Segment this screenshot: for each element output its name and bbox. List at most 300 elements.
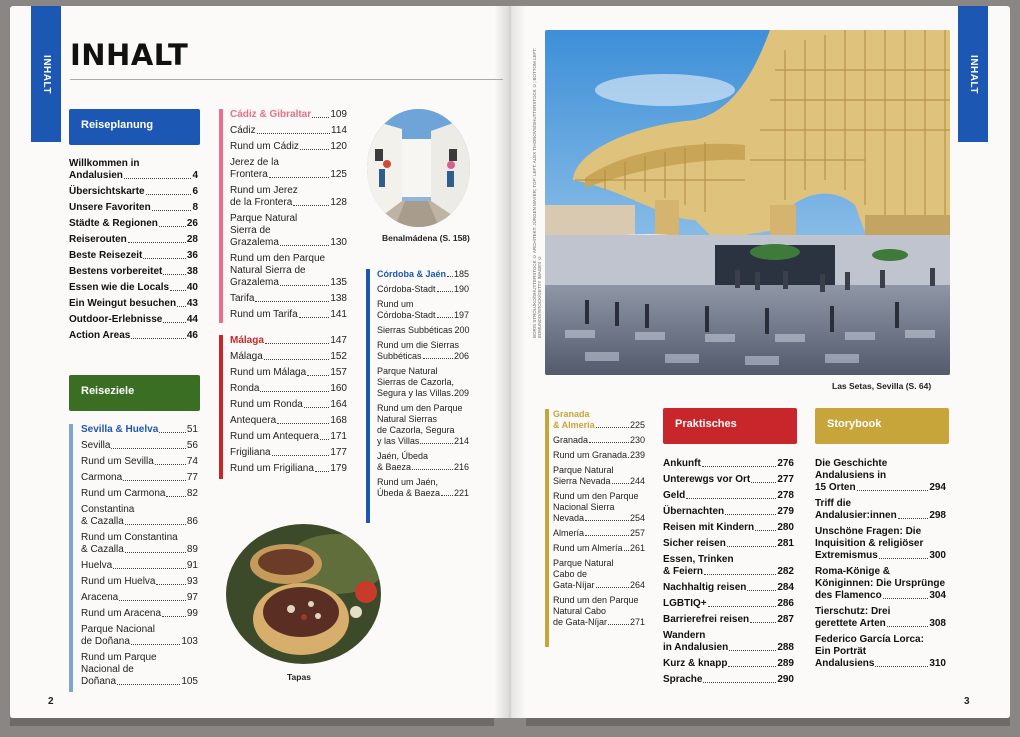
toc-entry-line <box>81 576 198 588</box>
toc-entry-line <box>553 595 645 606</box>
toc-page-number: 279 <box>777 506 794 517</box>
toc-page-number: 138 <box>330 293 347 304</box>
toc-entry-line <box>815 618 946 630</box>
toc-entry-line <box>230 367 347 379</box>
toc-entry-label: Rund um Málaga <box>230 367 307 378</box>
toc-entry-line <box>553 435 645 446</box>
toc-page-number: 4 <box>192 170 198 181</box>
toc-entry-line <box>663 630 794 642</box>
toc-entry <box>553 450 645 461</box>
toc-entry-label: Rund um Constantina <box>81 532 178 543</box>
toc-entry-label: Rund um den Parque <box>230 253 326 264</box>
benalmadena-caption: Benalmádena (S. 158) <box>382 233 470 243</box>
toc-entry-line <box>815 578 946 590</box>
toc-entry-line <box>81 516 198 528</box>
toc-page-number: 254 <box>629 513 645 523</box>
toc-entry-label: Übersichtskarte <box>69 186 145 197</box>
cadiz-section-title <box>230 109 347 121</box>
practical-heading: Praktisches <box>663 408 797 444</box>
leader-dots <box>304 407 329 408</box>
leader-dots <box>125 524 186 525</box>
title-rule <box>70 79 503 80</box>
toc-entry-label: gerettete Arten <box>815 618 886 629</box>
section-title-line <box>81 424 198 436</box>
book-edge-left <box>10 718 494 726</box>
toc-page-number: 109 <box>330 109 347 120</box>
toc-entry-line <box>81 456 198 468</box>
toc-entry-label: Andalusiens <box>815 658 875 669</box>
toc-entry-line <box>377 436 469 447</box>
toc-entry <box>230 293 347 305</box>
storybook-list <box>815 458 946 674</box>
leader-dots <box>751 482 776 483</box>
toc-entry <box>69 330 198 342</box>
toc-entry-label: Rund um Sevilla <box>81 456 154 467</box>
leader-dots <box>887 626 929 627</box>
toc-entry <box>69 218 198 230</box>
toc-entry-line <box>230 197 347 209</box>
leader-dots <box>119 600 186 601</box>
toc-entry-label: Ankunft <box>663 458 701 469</box>
toc-page-number: 300 <box>929 550 946 561</box>
section-title-label: Córdoba & Jaén <box>377 269 447 279</box>
toc-entry-line <box>553 558 645 569</box>
toc-page-number: 44 <box>186 314 198 325</box>
toc-entry-label: Unsere Favoriten <box>69 202 151 213</box>
leader-dots <box>162 616 186 617</box>
toc-entry-label: Rund um Carmona <box>81 488 166 499</box>
toc-entry-line <box>230 213 347 225</box>
toc-entry-line <box>663 522 794 534</box>
toc-entry-line <box>230 265 347 277</box>
toc-entry-line <box>81 440 198 452</box>
toc-entry-label: Essen, Trinken <box>663 554 734 565</box>
toc-entry <box>230 415 347 427</box>
toc-entry <box>69 158 198 182</box>
toc-entry <box>815 526 946 562</box>
toc-entry-line <box>230 351 347 363</box>
toc-page-number: 114 <box>331 125 347 136</box>
leader-dots <box>113 568 186 569</box>
leader-dots <box>608 624 629 625</box>
section-title-label: Málaga <box>230 335 264 346</box>
toc-entry-label: de Cazorla, Segura <box>377 425 455 435</box>
toc-page-number: 209 <box>453 388 469 398</box>
toc-page-number: 105 <box>181 676 198 687</box>
toc-entry-line <box>377 351 469 362</box>
toc-entry-line <box>377 477 469 488</box>
toc-entry-label: Sierra Nevada <box>553 476 611 486</box>
toc-page-number: 77 <box>186 472 198 483</box>
toc-entry-label: Córdoba-Stadt <box>377 284 436 294</box>
leader-dots <box>131 338 186 339</box>
leader-dots <box>585 535 629 536</box>
toc-entry-label: Nacional de <box>81 664 134 675</box>
toc-entry-line <box>663 538 794 550</box>
toc-entry-label: Córdoba-Stadt <box>377 310 436 320</box>
toc-page-number: 216 <box>453 462 469 472</box>
toc-entry-label: Natural Sierra de <box>230 265 306 276</box>
toc-entry <box>377 451 469 473</box>
leader-dots <box>628 457 629 458</box>
toc-entry-label: in Andalusien <box>663 642 729 653</box>
toc-entry-label: Sierras Subbéticas <box>377 325 453 335</box>
toc-entry-label: Frigiliana <box>230 447 271 458</box>
toc-entry <box>663 506 794 518</box>
leader-dots <box>875 666 928 667</box>
toc-page-number: 40 <box>186 282 198 293</box>
toc-page-number: 97 <box>186 592 198 603</box>
toc-entry-line <box>377 340 469 351</box>
toc-entry-label: Tarifa <box>230 293 255 304</box>
toc-entry <box>230 447 347 459</box>
toc-page-number: 281 <box>777 538 794 549</box>
toc-entry <box>69 202 198 214</box>
toc-entry-line <box>81 636 198 648</box>
leader-dots <box>260 391 329 392</box>
leader-dots <box>755 530 776 531</box>
leader-dots <box>293 205 329 206</box>
toc-entry-line <box>663 474 794 486</box>
toc-entry-line <box>230 237 347 249</box>
toc-entry-line <box>230 185 347 197</box>
toc-entry-label: Königinnen: Die Ursprünge <box>815 578 945 589</box>
toc-entry-label: Sicher reisen <box>663 538 726 549</box>
toc-entry-label: Rund um Almería <box>553 543 623 553</box>
toc-entry <box>230 351 347 363</box>
leader-dots <box>703 682 776 683</box>
toc-entry <box>553 595 645 628</box>
section-title-label: Cádiz & Gibraltar <box>230 109 312 120</box>
toc-entry-label: Rund um die Sierras <box>377 340 460 350</box>
toc-entry-line <box>815 482 946 494</box>
toc-entry-line <box>230 277 347 289</box>
leader-dots <box>728 666 776 667</box>
toc-entry-label: Action Areas <box>69 330 131 341</box>
right-section-tab: INHALT <box>958 6 988 142</box>
toc-entry-label: des Flamenco <box>815 590 882 601</box>
toc-entry-label: Aracena <box>81 592 119 603</box>
toc-entry-label: Barrierefrei reisen <box>663 614 750 625</box>
toc-page-number: 28 <box>186 234 198 245</box>
section-title-line <box>553 420 645 431</box>
toc-entry-line <box>81 664 198 676</box>
toc-page-number: 152 <box>330 351 347 362</box>
toc-entry <box>230 185 347 209</box>
toc-entry-label: Parque Nacional <box>81 624 155 635</box>
toc-entry-label: Ronda <box>230 383 260 394</box>
toc-entry-line <box>553 491 645 502</box>
toc-entry-label: Málaga <box>230 351 263 362</box>
toc-page-number: 239 <box>629 450 645 460</box>
toc-entry-line <box>553 450 645 461</box>
leader-dots <box>159 226 186 227</box>
toc-entry-line <box>815 458 946 470</box>
section-title-line <box>377 269 469 280</box>
toc-entry-line <box>230 431 347 443</box>
toc-page-number: 288 <box>777 642 794 653</box>
toc-entry-line <box>815 550 946 562</box>
toc-entry <box>230 157 347 181</box>
cordoba-bar <box>366 269 370 523</box>
toc-entry-line <box>377 462 469 473</box>
toc-entry-label: Parque Natural <box>553 558 614 568</box>
toc-entry-line <box>553 528 645 539</box>
toc-entry-line <box>377 425 469 436</box>
toc-entry-label: Geld <box>663 490 686 501</box>
leader-dots <box>423 358 453 359</box>
toc-entry <box>377 284 469 295</box>
toc-entry-line <box>377 299 469 310</box>
leader-dots <box>280 285 329 286</box>
toc-page-number: 120 <box>330 141 347 152</box>
toc-entry-label: Subbéticas <box>377 351 422 361</box>
leader-dots <box>750 622 776 623</box>
toc-page-number: 257 <box>629 528 645 538</box>
toc-page-number: 157 <box>330 367 347 378</box>
toc-entry-line <box>81 472 198 484</box>
toc-entry-label: Rund um Antequera <box>230 431 319 442</box>
toc-entry-line <box>69 170 198 182</box>
toc-page-number: 206 <box>453 351 469 361</box>
toc-entry-line <box>815 526 946 538</box>
toc-entry-label: Willkommen in <box>69 158 140 169</box>
toc-page-number: 46 <box>186 330 198 341</box>
toc-entry-label: Úbeda & Baeza <box>377 488 441 498</box>
toc-page-number: 310 <box>929 658 946 669</box>
toc-entry-line <box>815 590 946 602</box>
toc-page-number: 125 <box>330 169 347 180</box>
toc-entry-label: Grazalema <box>230 277 279 288</box>
section-title-line <box>230 109 347 121</box>
toc-entry <box>81 488 198 500</box>
page-title: INHALT <box>70 38 189 72</box>
toc-entry-label: & Cazalla <box>81 516 124 527</box>
leader-dots <box>624 550 629 551</box>
toc-entry <box>69 266 198 278</box>
toc-entry-label: Rund um Frigiliana <box>230 463 314 474</box>
leader-dots <box>420 443 453 444</box>
toc-entry-label: & Baeza <box>377 462 412 472</box>
leader-dots <box>883 598 929 599</box>
toc-page-number: 290 <box>777 674 794 685</box>
toc-page-number: 135 <box>330 277 347 288</box>
toc-entry-line <box>377 388 469 399</box>
toc-page-number: 6 <box>192 186 198 197</box>
toc-entry-line <box>377 366 469 377</box>
toc-entry <box>230 463 347 475</box>
toc-entry-label: Ein Weingut besuchen <box>69 298 177 309</box>
toc-entry-label: Rund um Aracena <box>81 608 162 619</box>
toc-page-number: 91 <box>186 560 198 571</box>
toc-entry <box>663 630 794 654</box>
toc-entry-label: Rund um den Parque <box>377 403 463 413</box>
toc-entry-label: Nevada <box>553 513 585 523</box>
leader-dots <box>729 650 776 651</box>
toc-entry-line <box>230 447 347 459</box>
granada-section-title <box>553 409 645 431</box>
toc-entry-line <box>663 674 794 686</box>
toc-entry <box>81 440 198 452</box>
toc-entry-label: Cádiz <box>230 125 256 136</box>
page-number-right: 3 <box>964 696 970 707</box>
toc-entry-line <box>553 465 645 476</box>
leader-dots <box>170 290 186 291</box>
toc-entry-line <box>377 377 469 388</box>
benalmadena-street-illustration <box>367 109 470 227</box>
toc-page-number: 86 <box>186 516 198 527</box>
leader-dots <box>163 322 186 323</box>
toc-entry-line <box>815 646 946 658</box>
toc-entry-label: Essen wie die Locals <box>69 282 170 293</box>
leader-dots <box>452 395 453 396</box>
toc-entry <box>663 598 794 610</box>
toc-entry-label: Kurz & knapp <box>663 658 728 669</box>
toc-entry <box>81 456 198 468</box>
toc-entry-label: Natural Sierras <box>377 414 438 424</box>
granada-list <box>553 409 645 632</box>
book-edge-right <box>526 718 1010 726</box>
sevilla-list <box>81 424 198 692</box>
toc-page-number: 103 <box>181 636 198 647</box>
leader-dots <box>704 574 776 575</box>
toc-entry-line <box>377 403 469 414</box>
toc-page-number: 177 <box>330 447 347 458</box>
toc-page-number: 278 <box>777 490 794 501</box>
toc-entry-label: & Feiern <box>663 566 704 577</box>
toc-entry <box>377 477 469 499</box>
storybook-heading: Storybook <box>815 408 949 444</box>
toc-entry-label: Sierras de Cazorla, <box>377 377 455 387</box>
toc-entry-label: Rund um Ronda <box>230 399 303 410</box>
toc-entry <box>69 298 198 310</box>
toc-page-number: 276 <box>777 458 794 469</box>
toc-entry <box>81 576 198 588</box>
toc-entry <box>815 634 946 670</box>
toc-entry-label: Extremismus <box>815 550 878 561</box>
practical-list <box>663 458 794 690</box>
leader-dots <box>264 359 330 360</box>
leader-dots <box>412 469 453 470</box>
toc-entry-line <box>553 502 645 513</box>
toc-entry-label: Frontera <box>230 169 268 180</box>
leader-dots <box>596 427 629 428</box>
toc-entry-line <box>663 458 794 470</box>
toc-entry-line <box>230 383 347 395</box>
toc-entry-label: Huelva <box>81 560 113 571</box>
las-setas-photo <box>545 30 950 375</box>
toc-entry-label: Roma-Könige & <box>815 566 890 577</box>
toc-page-number: 82 <box>186 488 198 499</box>
toc-entry <box>815 606 946 630</box>
toc-entry-label: Sevilla <box>81 440 111 451</box>
granada-bar <box>545 409 549 647</box>
toc-entry-line <box>663 554 794 566</box>
toc-page-number: 141 <box>330 309 347 320</box>
tapas-illustration <box>226 524 381 664</box>
toc-entry <box>81 472 198 484</box>
toc-entry-label: 15 Orten <box>815 482 856 493</box>
toc-entry-label: Beste Reisezeit <box>69 250 143 261</box>
toc-entry-line <box>81 544 198 556</box>
toc-entry-line <box>81 592 198 604</box>
leader-dots <box>156 584 185 585</box>
toc-entry <box>377 366 469 399</box>
leader-dots <box>320 439 329 440</box>
toc-entry <box>69 314 198 326</box>
toc-entry <box>230 309 347 321</box>
toc-entry-label: y las Villas <box>377 436 420 446</box>
toc-entry-label: Rund um Cádiz <box>230 141 299 152</box>
toc-page-number: 271 <box>629 617 645 627</box>
toc-entry <box>377 340 469 362</box>
section-title-line <box>553 409 645 420</box>
toc-entry-line <box>230 399 347 411</box>
toc-entry-label: Unschöne Fragen: Die <box>815 526 922 537</box>
toc-page-number: 130 <box>330 237 347 248</box>
toc-entry <box>553 435 645 446</box>
toc-page-number: 200 <box>454 325 470 335</box>
toc-entry-line <box>815 606 946 618</box>
toc-entry-label: Jaén, Úbeda <box>377 451 429 461</box>
cadiz-bar <box>219 109 223 323</box>
toc-entry-label: Rund um den Parque <box>553 595 639 605</box>
toc-entry <box>230 367 347 379</box>
leader-dots <box>159 432 186 433</box>
sevilla-section-title <box>81 424 198 436</box>
las-setas-caption: Las Setas, Sevilla (S. 64) <box>832 381 932 391</box>
toc-entry-label: Städte & Regionen <box>69 218 158 229</box>
page-number-left: 2 <box>48 696 54 707</box>
toc-page-number: 289 <box>777 658 794 669</box>
toc-entry-line <box>230 225 347 237</box>
toc-entry-label: Rund um den Parque <box>553 491 639 501</box>
toc-entry-line <box>663 614 794 626</box>
toc-entry-line <box>663 658 794 670</box>
toc-entry <box>553 528 645 539</box>
toc-entry-label: Outdoor-Erlebnisse <box>69 314 163 325</box>
toc-entry-line <box>81 652 198 664</box>
tapas-caption: Tapas <box>287 672 311 682</box>
toc-page-number: 244 <box>629 476 645 486</box>
toc-page-number: 230 <box>629 435 645 445</box>
toc-entry-label: Sierra de <box>230 225 271 236</box>
toc-entry-label: Rund um Jerez <box>230 185 298 196</box>
leader-dots <box>163 274 186 275</box>
toc-entry-label: Rund um Huelva <box>81 576 156 587</box>
toc-entry-line <box>815 658 946 670</box>
toc-entry-label: Unterewgs vor Ort <box>663 474 751 485</box>
toc-page-number: 43 <box>186 298 198 309</box>
toc-entry-label: Nachhaltig reisen <box>663 582 747 593</box>
leader-dots <box>879 558 929 559</box>
toc-entry <box>663 658 794 670</box>
leader-dots <box>585 520 629 521</box>
toc-entry-label: Sprache <box>663 674 703 685</box>
benalmadena-photo <box>367 109 470 227</box>
toc-page-number: 225 <box>629 420 645 430</box>
toc-entry-label: Natural Cabo <box>553 606 607 616</box>
toc-entry-label: Federico García Lorca: <box>815 634 924 645</box>
toc-page-number: 179 <box>330 463 347 474</box>
toc-entry-label: Antequera <box>230 415 277 426</box>
toc-entry-line <box>81 676 198 688</box>
toc-entry-line <box>815 566 946 578</box>
toc-entry-label: Andalusiens in <box>815 470 887 481</box>
toc-entry-label: Constantina <box>81 504 135 515</box>
toc-entry-label: Segura y las Villas <box>377 388 451 398</box>
toc-entry-line <box>663 506 794 518</box>
